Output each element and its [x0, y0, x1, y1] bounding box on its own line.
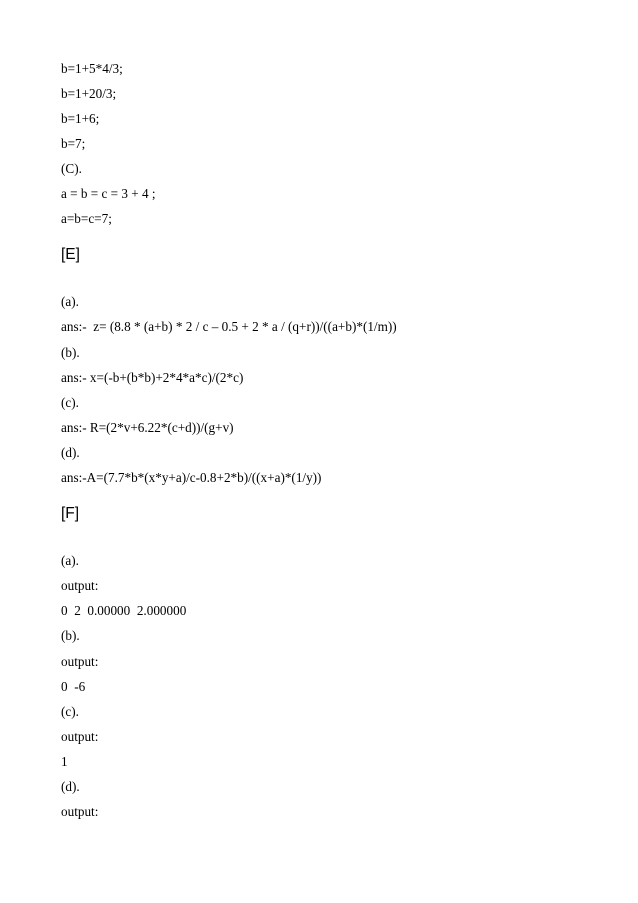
text-line: 1	[61, 754, 68, 769]
text-line: (a).	[61, 553, 79, 568]
text-line: b=1+5*4/3;	[61, 61, 123, 76]
text-line: (C).	[61, 161, 82, 176]
text-line: (c).	[61, 395, 79, 410]
text-line: (c).	[61, 704, 79, 719]
text-line: output:	[61, 654, 99, 669]
text-line: b=7;	[61, 136, 86, 151]
text-line: (b).	[61, 628, 80, 643]
text-line: output:	[61, 729, 99, 744]
text-line: a = b = c = 3 + 4 ;	[61, 186, 156, 201]
text-line: (d).	[61, 445, 80, 460]
text-line: 0 2 0.00000 2.000000	[61, 603, 187, 618]
text-line: b=1+6;	[61, 111, 100, 126]
text-line: output:	[61, 804, 99, 819]
text-line: (d).	[61, 779, 80, 794]
text-line: 0 -6	[61, 679, 86, 694]
text-line: (a).	[61, 294, 79, 309]
section-heading-e: [E]	[61, 246, 80, 263]
section-heading-f: [F]	[61, 505, 80, 522]
text-line: b=1+20/3;	[61, 86, 117, 101]
text-line: ans:-A=(7.7*b*(x*y+a)/c-0.8+2*b)/((x+a)*(1/y))	[61, 470, 322, 485]
text-line: ans:- z= (8.8 * (a+b) * 2 / c – 0.5 + 2 * a / (q+r))/((a+b)*(1/m))	[61, 319, 397, 334]
text-line: a=b=c=7;	[61, 211, 112, 226]
text-line: (b).	[61, 345, 80, 360]
text-line: ans:- x=(-b+(b*b)+2*4*a*c)/(2*c)	[61, 370, 244, 385]
text-line: ans:- R=(2*v+6.22*(c+d))/(g+v)	[61, 420, 234, 435]
text-line: output:	[61, 578, 99, 593]
